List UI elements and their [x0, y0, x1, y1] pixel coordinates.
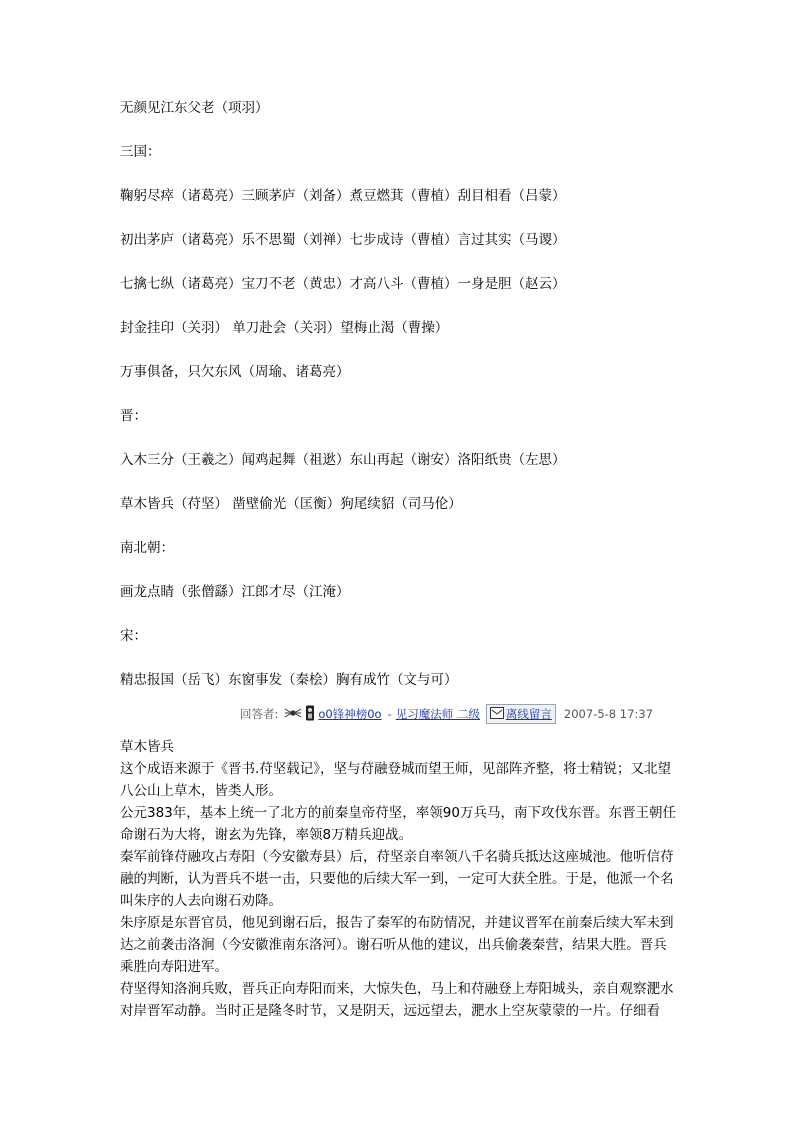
idiom-line: 无颜见江东父老（项羽）	[120, 100, 269, 116]
dynasty-heading: 宋：	[120, 628, 147, 644]
answerer-rank-link[interactable]: 见习魔法师 二级	[395, 707, 480, 721]
idiom-line: 初出茅庐（诸葛亮）乐不思蜀（刘禅）七步成诗（曹植）言过其实（马谡）	[120, 232, 566, 248]
dynasty-heading: 三国：	[120, 144, 161, 160]
user-avatar-icon	[305, 705, 315, 724]
article-paragraph: 朱序原是东晋官员，他见到谢石后，报告了秦军的布防情况，并建议晋军在前秦后续大军未到达之前袭击洛涧（今安徽淮南东洛河）。谢石听从他的建议，出兵偷袭秦营，结果大胜。晋兵乘胜向寿阳进军。	[120, 915, 674, 975]
spider-icon	[284, 707, 302, 722]
answer-date: 2007-5-8 17:37	[563, 707, 653, 721]
idiom-line: 入木三分（王羲之）闻鸡起舞（祖逖）东山再起（谢安）洛阳纸贵（左思）	[120, 452, 566, 468]
dynasty-heading: 晋：	[120, 408, 147, 424]
offline-message-label: 离线留言	[505, 707, 552, 721]
idiom-line: 画龙点睛（张僧繇）江郎才尽（江淹）	[120, 584, 350, 600]
article-paragraph: 这个成语来源于《晋书.苻坚载记》，坚与苻融登城而望王师，见部阵齐整，将士精锐；又北望八公山上草木，皆类人形。	[120, 761, 672, 799]
idiom-line: 封金挂印（关羽） 单刀赴会（关羽）望梅止渴（曹操）	[120, 320, 449, 336]
idiom-line: 草木皆兵（苻坚） 凿壁偷光（匡衡）狗尾续貂（司马伦）	[120, 496, 462, 512]
separator: -	[387, 707, 392, 721]
article-title: 草木皆兵	[120, 739, 174, 755]
idiom-line: 万事俱备，只欠东风（周瑜、诸葛亮）	[120, 364, 350, 380]
message-icon	[490, 707, 504, 722]
idiom-line: 七擒七纵（诸葛亮）宝刀不老（黄忠）才高八斗（曹植）一身是胆（赵云）	[120, 276, 566, 292]
article-paragraph: 公元383年，基本上统一了北方的前秦皇帝苻坚，率领90万兵马，南下攻伐东晋。东晋王朝任命谢石为大将，谢玄为先锋，率领8万精兵迎战。	[120, 805, 676, 843]
answerer-username-link[interactable]: o0锋神榜0o	[318, 707, 382, 721]
idiom-line: 鞠躬尽瘁（诸葛亮）三顾茅庐（刘备）煮豆燃萁（曹植）刮目相看（吕蒙）	[120, 188, 566, 204]
article-paragraph: 秦军前锋苻融攻占寿阳（今安徽寿县）后，苻坚亲自率领八千名骑兵抵达这座城池。他听信苻融的判断，认为晋兵不堪一击，只要他的后续大军一到，一定可大获全胜。于是，他派一个名叫朱序的人去向谢石劝降。	[120, 849, 674, 909]
offline-message-button[interactable]	[486, 704, 556, 724]
idiom-line: 精忠报国（岳飞）东窗事发（秦桧）胸有成竹（文与可）	[120, 672, 458, 688]
answerer-label: 回答者:	[240, 707, 279, 721]
article-body	[120, 736, 680, 1022]
article-paragraph: 苻坚得知洛涧兵败，晋兵正向寿阳而来，大惊失色，马上和苻融登上寿阳城头，亲自观察淝水对岸晋军动静。当时正是隆冬时节，又是阴天，远远望去，淝水上空灰蒙蒙的一片。仔细看	[120, 981, 674, 1019]
idiom-list	[120, 98, 680, 714]
answerer-bar	[240, 701, 680, 727]
dynasty-heading: 南北朝：	[120, 540, 174, 556]
